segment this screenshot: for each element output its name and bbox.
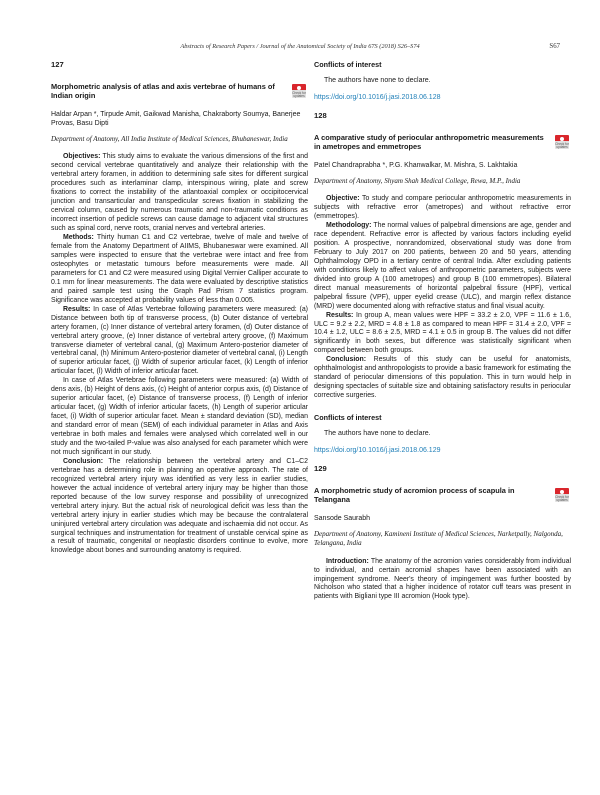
check-for-updates-label: Check for updates <box>555 494 569 503</box>
paragraph-objectives: Objectives: This study aims to evaluate the various dimensions of the first and second cervical vertebrae quantitatively and analyze their relationship with the vertebral artery foramen, in addition to determining safe sites for different surgical procedures such as interlaminar clamp, interspinous wiring, plate and screw fixations to correct the instability of the atlantoaxial complex or occipitocervical junction and transarticular and transpedicular screws fixation in stabilizing the cervical column, caused by numerous traumatic and non-traumatic conditions as incorrect insertion of pedicle screws can cause damage to adjacent vital structures such as spinal cord, nerve roots, cranial nerves and vertebral arteries. <box>51 153 308 233</box>
conflicts-heading: Conflicts of interest <box>314 60 382 69</box>
paragraph-conclusion: Conclusion: Results of this study can be useful for anatomists, ophthalmologist and anthropologists to provide a basic framework for estimating the standard of periocular dimensions of this population. This in turn would help in designing spectacles of suitable size and obtaining satisfactory results in periocular corrective surgeries. <box>314 356 571 400</box>
paragraph-results-continued: In case of Atlas Vertebrae following parameters were measured: (a) Width of dens axis, (b) Height of dens axis, (c) Height of anterior corpus axis, (d) Distance of superior articular facet, (e) Distance of transverse process, (f) Length of inferior articular facet, (g) Width of inferior articular facets, (h) Length of superior articular facet, (i) Width of superior articular facet. Mean ± standard deviation (SD), median and standard error of mean (SEM) of each individual parameter in Atlas and Axis vertebrae in both males and females were analysed which correlated well in our study and the two-tailed P-value was also analysed for each parameter which were not much significant in our study. <box>51 377 308 456</box>
abstract-title: A morphometric study of acromion process of scapula in Telangana <box>314 486 515 505</box>
affiliation: Department of Anatomy, Kamineni Institute of Medical Sciences, Narketpally, Nalgonda, Telangana, India <box>314 530 563 548</box>
check-for-updates-label: Check for updates <box>292 90 306 99</box>
abstract-number: 127 <box>51 60 64 69</box>
paragraph-results: Results: In group A, mean values were HPF = 33.2 ± 2.0, VPF = 11.6 ± 1.6, ULC = 9.2 ± 2.2, MRD = 4.8 ± 1.8 as compared to mean HPF = 31.4 ± 2.0, VPF = 10.4 ± 1.2, ULC = 8.6 ± 2.5, MRD = 4.1 ± 0.5 in group B. The values did not differ significantly in both sexes, but difference was statistically significant when compared between both groups. <box>314 311 571 355</box>
abstract-title: A comparative study of periocular anthropometric measurements in ametropes and emmetropes <box>314 133 544 152</box>
affiliation: Department of Anatomy, Shyam Shah Medical College, Rewa, M.P., India <box>314 176 521 185</box>
abstract-title-row <box>51 82 308 101</box>
running-head: Abstracts of Research Papers / Journal of the Anatomical Society of India 67S (2018) S26–S74 <box>180 43 420 50</box>
doi-link[interactable]: https://doi.org/10.1016/j.jasi.2018.06.129 <box>314 447 441 455</box>
abstract-number: 128 <box>314 111 327 120</box>
paragraph-objective: Objective: To study and compare periocular anthropometric measurements in subjects with refractive error (ametropes) and without refractive error (emmetropes). <box>314 195 571 221</box>
check-for-updates-icon[interactable] <box>555 135 569 149</box>
abstract-title-row <box>314 486 571 505</box>
abstract-number: 129 <box>314 464 327 474</box>
check-for-updates-label: Check for updates <box>555 141 569 150</box>
check-for-updates-icon[interactable] <box>555 488 569 502</box>
authors: Haldar Arpan *, Tirpude Amit, Gaikwad Manisha, Chakraborty Soumya, Banerjee Provas, Basu Dipti <box>51 110 301 127</box>
check-for-updates-icon[interactable] <box>292 84 306 98</box>
right-column <box>314 60 571 602</box>
abstract-title: Morphometric analysis of atlas and axis vertebrae of humans of Indian origin <box>51 82 275 101</box>
conflicts-text: The authors have none to declare. <box>324 430 431 438</box>
authors: Sansode Saurabh <box>314 514 371 522</box>
paragraph-methodology: Methodology: The normal values of palpebral dimensions are age, gender and race dependent. Refractive error is affected by various factors including eyelid position. A prospective, nonrandomized, observational study was done from February to July 2017 on 200 patients, between 20 and 50 years, attending Ophthalmology OPD in a tertiary centre of central India. After excluding patients with conditions likely to affect values of anthropometric parameters, subjects were divided into group A (100 ametropes) and group B (100 emmetropes). Bilateral direct manual measurements of horizontal palpebral fissure (HPF), vertical palpebral fissure (VPF), upper eyelid crease (ULC), and margin reflex distance (MRD) were documented along with refractive status and final visual acuity. <box>314 222 571 310</box>
left-column <box>51 60 308 556</box>
paragraph-conclusion: Conclusion: The relationship between the vertebral artery and C1–C2 vertebrae has a determining role in planning an operative approach. The rate of recognized vertebral artery injury was identified as very less in earlier studies, however the actual incidence of vertebral artery injury may be higher than those reported because of the low survey response and possibility of unrecognized vertebral artery injury. But the actual risk of neurological deficit was less than the vertebral artery injury in earlier studies which may be because the contralateral uninjured vertebral artery circulation was adequate and ischaemia did not occur. As surgical techniques and instrumentation for treatment of unstable cervical spine as a result of traumatic, congenital or neoplastic disorders continue to evolve, more knowledge about bones and surrounding anatomy is required. <box>51 457 308 555</box>
doi-link[interactable]: https://doi.org/10.1016/j.jasi.2018.06.128 <box>314 94 441 101</box>
abstract-title-row <box>314 133 571 152</box>
affiliation: Department of Anatomy, All India Institute of Medical Sciences, Bhubaneswar, India <box>51 135 288 144</box>
paragraph-results: Results: In case of Atlas Vertebrae following parameters were measured: (a) Distance between both tip of transverse process, (b) Outer distance of vertebral artery foramen, (c) Inner distance of vertebral artery foramen, (d) Outer distance of vertebral artery groove, (e) Inner distance of vertebral artery groove, (f) Maximum transverse diameter of vertebral canal, (g) Maximum Antero-posterior diameter of vertebral canal, (h) Minimum Antero-posterior diameter of vertebral canal, (i) Length of superior articular facet, (j) Width of superior articular facet, (k) Length of inferior articular facet, (l) Width of inferior articular facet. <box>51 305 308 376</box>
conflicts-heading: Conflicts of interest <box>314 413 382 423</box>
conflicts-text: The authors have none to declare. <box>324 77 431 84</box>
page-number: S67 <box>549 43 560 50</box>
paragraph-introduction: Introduction: The anatomy of the acromion varies considerably from individual to individual, and certain acromial shapes have been associated with an impingement syndrome. Neer's theory of impingement was further boosted by Nicholson who stated that a higher incidence of rotator cuff tears was present in patients with Bigliani type III acromion (Hook type). <box>314 557 571 601</box>
paragraph-methods: Methods: Thirty human C1 and C2 vertebrae, twelve of male and twelve of female from the Anatomy Department of AIIMS, Bhubaneswar were examined. All samples were inspected to ensure that the vertebrae were intact and free from osteophytes or metastatic tumours before measurements were made. All parameters for C1 and C2 were measured using Digital Vernier Calliper accurate to 0.1 mm for linear measurements. The data were evaluated by descriptive statistics and paired sample test using the Graph Pad Prism 7 statistics program. Significance was accepted at probability values of less than 0.005. <box>51 234 308 304</box>
authors: Patel Chandraprabha *, P.G. Khanwalkar, M. Mishra, S. Lakhtakia <box>314 161 518 169</box>
